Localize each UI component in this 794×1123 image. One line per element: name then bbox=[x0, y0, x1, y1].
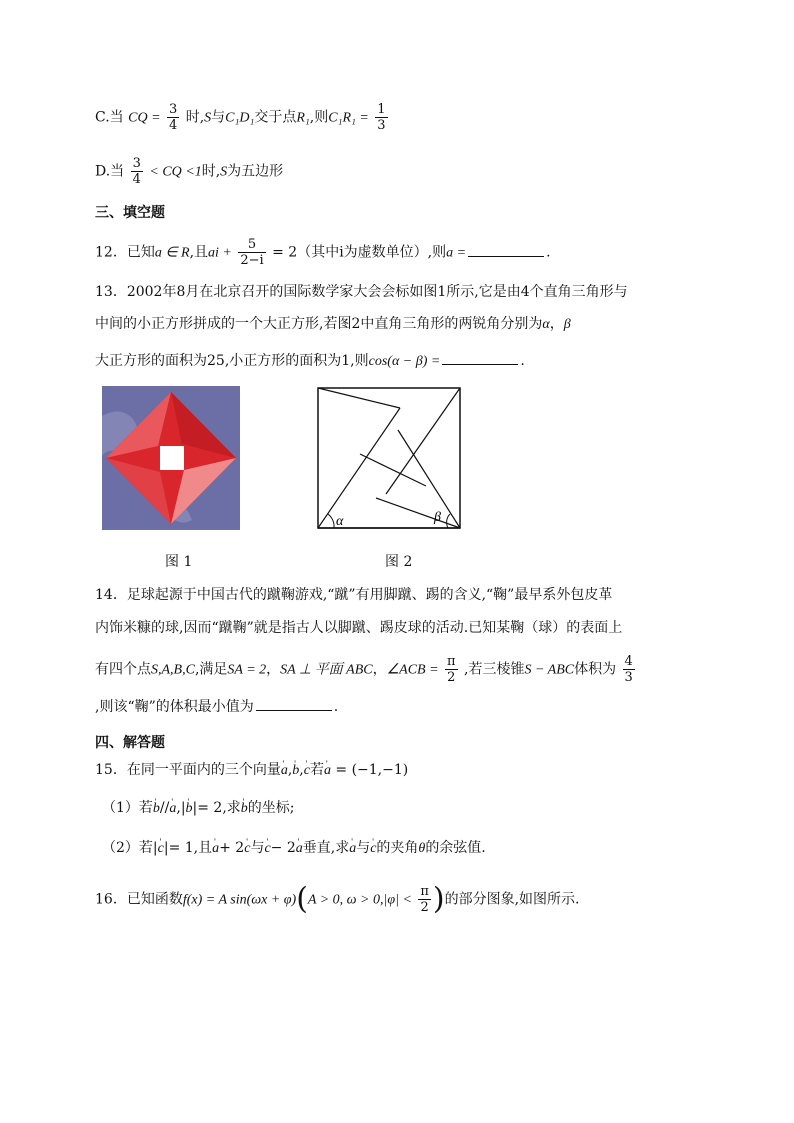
figure-1-congress-logo bbox=[102, 386, 240, 530]
option-c: C.当 CQ = $\frac{3}{4}$ 时,S与C₁D₁交于点R₁,则C₁R₁ = $\frac{1}{3}$ bbox=[95, 102, 386, 133]
section-heading-fill-blank: 三、填空题 bbox=[95, 205, 165, 221]
section-heading-solutions: 四、解答题 bbox=[95, 735, 165, 751]
fraction: $\frac{1}{3}$ bbox=[377, 102, 386, 133]
math-cq: CQ = bbox=[128, 110, 161, 126]
outer-square bbox=[318, 388, 460, 528]
fraction: $\frac{\pi}{2}$ bbox=[420, 884, 429, 915]
answer-blank[interactable] bbox=[256, 696, 332, 711]
question-14-line-1: 14．足球起源于中国古代的蹴鞠游戏,“蹴”有用脚蹴、踢的含义,“鞠”最早系外包皮革 bbox=[95, 587, 613, 603]
question-13-line-1: 13．2002年8月在北京召开的国际数学家大会会标如图1所示,它是由4个直角三角形与 bbox=[95, 284, 628, 300]
answer-blank[interactable] bbox=[442, 350, 518, 365]
figure-2-caption: 图 2 bbox=[385, 554, 413, 570]
question-16: 16．已知函数f(x) = A sin(ωx + φ)(A > 0, ω > 0,|φ| < $\frac{\pi}{2}$ )的部分图象,如图所示. bbox=[95, 881, 580, 917]
figure-2-diagram bbox=[316, 386, 462, 530]
beta-arc bbox=[447, 514, 450, 528]
alpha-label: α bbox=[336, 514, 344, 529]
option-d: D.当 $\frac{3}{4}$ < CQ <1时,S为五边形 bbox=[95, 156, 284, 187]
inner-white-square bbox=[160, 446, 184, 470]
alpha-arc bbox=[328, 514, 334, 528]
question-14-line-4: ,则该“鞠”的体积最小值为 . bbox=[95, 696, 338, 717]
answer-blank[interactable] bbox=[468, 242, 544, 257]
question-15: 15．在同一平面内的三个向量' a,' b,' c若' a = (−1,−1) bbox=[95, 760, 408, 781]
question-15-part-1: （1）若' b//' a,|' b|= 2,求' b的坐标; bbox=[102, 798, 295, 819]
question-14-line-3: 有四个点S,A,B,C,满足SA = 2，SA ⊥ 平面 ABC，∠ACB = $\frac{\pi}{2}$ ,若三棱锥S − ABC体积为 $\frac{4}{3}$ bbox=[95, 654, 633, 685]
figure-1-caption: 图 1 bbox=[165, 554, 193, 570]
question-13-line-2: 中间的小正方形拼成的一个大正方形,若图2中直角三角形的两锐角分别为α，β bbox=[95, 316, 571, 332]
fraction: $\frac{\pi}{2}$ bbox=[447, 654, 456, 685]
fraction: $\frac{3}{4}$ bbox=[132, 156, 141, 187]
fraction: $\frac{4}{3}$ bbox=[624, 654, 633, 685]
beta-label: β bbox=[434, 510, 441, 525]
question-14-line-2: 内饰米糠的球,因而“蹴鞠”就是指古人以脚蹴、踢皮球的活动.已知某鞠（球）的表面上 bbox=[95, 620, 623, 636]
question-13-line-3: 大正方形的面积为25,小正方形的面积为1,则cos(α − β) = . bbox=[95, 350, 525, 372]
question-12: 12．已知a ∈ R,且ai + $\frac{5}{2-i}$ = 2（其中i为虚数单位）,则a = . bbox=[95, 237, 551, 268]
fraction: $\frac{3}{4}$ bbox=[168, 102, 178, 133]
fraction: $\frac{5}{2-i}$ bbox=[240, 237, 264, 268]
question-15-part-2: （2）若|' c|= 1,且' a+ 2' c与' c− 2' a垂直,求' a与' c的夹角θ的余弦值. bbox=[102, 838, 486, 859]
